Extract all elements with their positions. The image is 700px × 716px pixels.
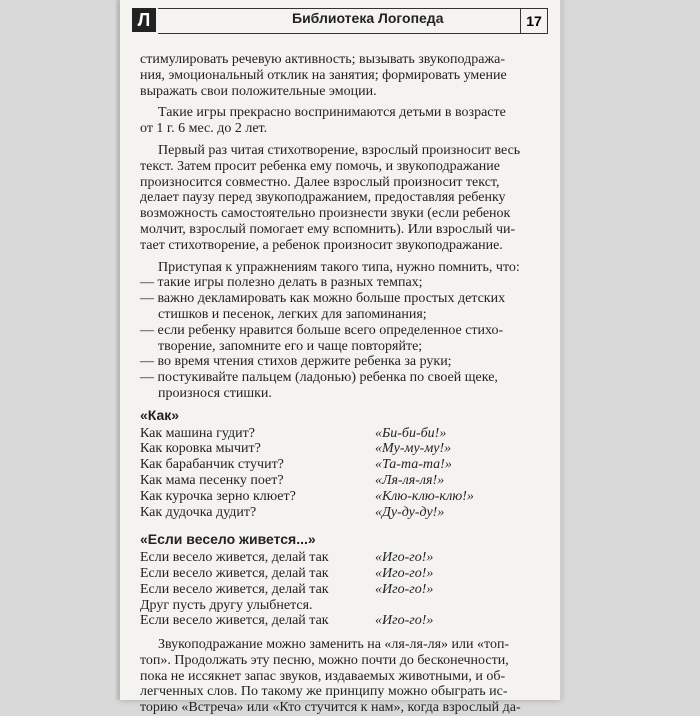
- text-line: делает паузу перед звукоподражанием, предоставляя ребенку: [140, 190, 550, 206]
- poem-title: «Если весело живется...»: [140, 532, 550, 548]
- text-line: пока не иссякнет запас звуков, издаваемых животными, и об-: [140, 669, 550, 685]
- page-header: [132, 8, 548, 32]
- text-line: топ». Продолжать эту песню, можно почти до бесконечности,: [140, 653, 550, 669]
- page-body: [140, 52, 550, 716]
- bullet-line: — во время чтения стихов держите ребенка за руки;: [140, 354, 550, 370]
- poem-line: Как коровка мычит? «Му-му-му!»: [140, 441, 550, 457]
- text-line: произносится совместно. Далее взрослый произносит текст,: [140, 175, 550, 191]
- bullet-line: творение, запомните его и чаще повторяйте;: [140, 339, 550, 355]
- text-line: возможность самостоятельно произнести звуки (если ребенок: [140, 206, 550, 222]
- text-line: Первый раз читая стихотворение, взрослый произносит весь: [140, 143, 550, 159]
- poem-line: Как курочка зерно клюет? «Клю-клю-клю!»: [140, 489, 550, 505]
- poem-line: Если весело живется, делай так «Иго-го!»: [140, 582, 550, 598]
- bullet-line: — такие игры полезно делать в разных темпах;: [140, 275, 550, 291]
- bullet-line: — важно декламировать как можно больше простых детских: [140, 291, 550, 307]
- text-line: торию «Встреча» или «Кто стучится к нам», когда взрослый да-: [140, 700, 550, 716]
- poem-line: Если весело живется, делай так «Иго-го!»: [140, 566, 550, 582]
- text-line: текст. Затем просит ребенка ему помочь, и звукоподражание: [140, 159, 550, 175]
- text-line: тает стихотворение, а ребенок произносит звукоподражание.: [140, 238, 550, 254]
- text-line: ния, эмоциональный отклик на занятия; формировать умение: [140, 68, 550, 84]
- poem-line: Как машина гудит? «Би-би-би!»: [140, 426, 550, 442]
- text-line: от 1 г. 6 мес. до 2 лет.: [140, 121, 550, 137]
- series-logo: Л: [132, 8, 156, 32]
- poem-line: Как барабанчик стучит? «Та-та-та!»: [140, 457, 550, 473]
- bullet-line: — если ребенку нравится больше всего определенное стихо-: [140, 323, 550, 339]
- spacer: [140, 629, 550, 637]
- text-line: молчит, взрослый помогает ему вспомнить). Или взрослый чи-: [140, 222, 550, 238]
- text-line: стимулировать речевую активность; вызывать звукоподража-: [140, 52, 550, 68]
- running-title: Библиотека Логопеда: [292, 10, 443, 26]
- text-line: Приступая к упражнениям такого типа, нужно помнить, что:: [140, 260, 550, 276]
- poem-line: Если весело живется, делай так «Иго-го!»: [140, 550, 550, 566]
- text-line: Звукоподражание можно заменить на «ля-ля-ля» или «топ-: [140, 637, 550, 653]
- bullet-line: — постукивайте пальцем (ладонью) ребенка по своей щеке,: [140, 370, 550, 386]
- poem-line: Как дудочка дудит? «Ду-ду-ду!»: [140, 505, 550, 521]
- poem-line: Если весело живется, делай так «Иго-го!»: [140, 613, 550, 629]
- poem-title: «Как»: [140, 408, 550, 424]
- poem-line: Как мама песенку поет? «Ля-ля-ля!»: [140, 473, 550, 489]
- page-edge-right: [560, 0, 564, 700]
- bullet-line: произнося стишки.: [140, 386, 550, 402]
- poem-line: Друг пусть другу улыбнется.: [140, 598, 550, 614]
- text-line: выражать свои положительные эмоции.: [140, 84, 550, 100]
- text-line: Такие игры прекрасно воспринимаются детьми в возрасте: [140, 105, 550, 121]
- page-number: 17: [520, 8, 548, 34]
- bullet-line: стишков и песенок, легких для запоминания;: [140, 307, 550, 323]
- text-line: легченных слов. По такому же принципу можно обыграть ис-: [140, 684, 550, 700]
